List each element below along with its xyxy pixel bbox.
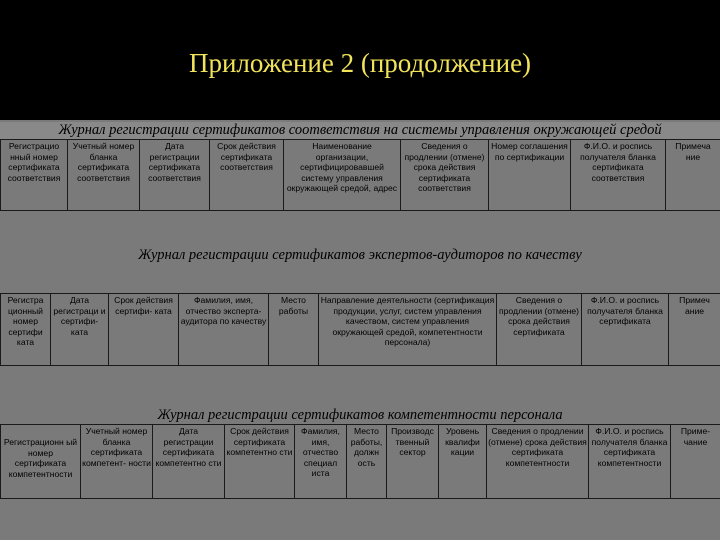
journal2-header-cell: Регистра ционный номер сертифи ката [1, 294, 51, 366]
journal3-header-row [1, 425, 720, 499]
journal1-header-cell: Примеча ние [666, 140, 720, 211]
journal3-table [0, 424, 720, 499]
journal2-table [0, 293, 720, 366]
journal1-header-cell: Наименование организации, сертифицировавшей систему управления окружающей средой, адрес [284, 140, 401, 211]
journal3-header-cell: Фамилия, имя, отчество специал иста [295, 425, 347, 499]
journal1-header-row [1, 140, 720, 211]
journal2-header-cell: Место работы [269, 294, 319, 366]
slide-title: Приложение 2 (продолжение) [188, 48, 532, 78]
journal2-header-cell: Направление деятельности (сертификация продукции, услуг, систем управления качеством, систем управления окружающей средой, компетентности персонала) [319, 294, 497, 366]
journal2-header-cell: Примеч ание [669, 294, 720, 366]
journal1-title: Журнал регистрации сертификатов соответствия на системы управления окружающей средой [0, 122, 720, 139]
journal1-table [0, 139, 720, 211]
journal3-header-cell: Место работы, должн ость [347, 425, 387, 499]
journal3-header-cell: Дата регистрации сертификата компетентно сти [153, 425, 225, 499]
journal3-title: Журнал регистрации сертификатов компетентности персонала [157, 407, 563, 423]
journal2-header-cell: Дата регистраци и сертифи- ката [51, 294, 109, 366]
journal1-header-cell: Учетный номер бланка сертификата соответствия [68, 140, 140, 211]
journal2-header-cell: Ф.И.О. и роспись получателя бланка сертификата [582, 294, 669, 366]
journal2-header-cell: Срок действия сертифи- ката [109, 294, 179, 366]
journal2-header-row [1, 294, 720, 366]
journal2-header-cell: Фамилия, имя, отчество эксперта- аудитора по качеству [179, 294, 269, 366]
journal3-header-cell: Приме- чание [671, 425, 720, 499]
journal1-header-cell: Дата регистрации сертификата соответствия [140, 140, 210, 211]
journal2-title: Журнал регистрации сертификатов экспертов-аудиторов по качеству [138, 247, 582, 263]
journal1-header-cell: Срок действия сертификата соответствия [210, 140, 284, 211]
journal3-header-cell: Производс твенный сектор [387, 425, 439, 499]
journal1-header-cell: Сведения о продлении (отмене) срока действия сертификата соответствия [401, 140, 489, 211]
journal3-header-cell: Ф.И.О. и роспись получателя бланка сертификата компетентности [589, 425, 671, 499]
journal3-header-cell: Уровень квалифи кации [439, 425, 487, 499]
journal3-header-cell: Сведения о продлении (отмене) срока действия сертификата компетентности [487, 425, 589, 499]
journal3-header-cell: Учетный номер бланка сертификата компетент- ности [81, 425, 153, 499]
journal2-header-cell: Сведения о продлении (отмене) срока действия сертификата [497, 294, 582, 366]
journal3-header-cell: Срок действия сертификата компетентно сти [225, 425, 295, 499]
journal3-header-cell: Регистрационн ый номер сертификата компетентности [1, 425, 81, 499]
journal1-header-cell: Регистрацио нный номер сертификата соответствия [1, 140, 68, 211]
journal1-header-cell: Номер соглашения по сертификации [489, 140, 571, 211]
journal1-header-cell: Ф.И.О. и роспись получателя бланка сертификата соответствия [571, 140, 666, 211]
